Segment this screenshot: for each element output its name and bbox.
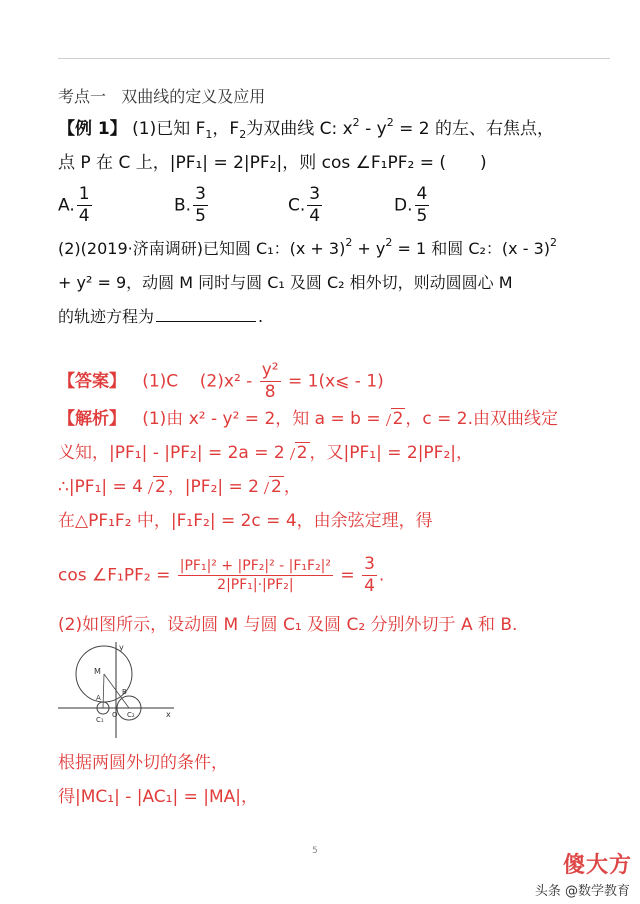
example-text: - y <box>359 119 387 139</box>
sqrt-2 <box>143 476 168 498</box>
analysis-text: (1)由 x² - y² = 2，知 a = b = <box>142 409 381 429</box>
sqrt-2 <box>285 442 310 464</box>
answer-tag: 【答案】 <box>58 371 126 392</box>
section-prefix: 考点一 <box>58 87 107 106</box>
analysis-text: ∴|PF₁| = 4 <box>58 477 143 497</box>
option-c[interactable] <box>288 186 324 225</box>
analysis-text: ，又|PF₁| = 2|PF₂|， <box>309 443 473 463</box>
radicand: 2 <box>392 409 404 429</box>
part2-line-2: + y² = 9，动圆 M 同时与圆 C₁ 及圆 C₂ 相外切，则动圆圆心 M <box>58 273 513 292</box>
part2-text: . <box>258 307 264 326</box>
answer-blank[interactable] <box>156 321 256 322</box>
label-a: A <box>96 694 101 702</box>
analysis-text: . <box>378 565 385 586</box>
option-label: B. <box>174 195 192 216</box>
label-y: y <box>119 643 124 652</box>
example-line-2: 点 P 在 C 上，|PF₁| = 2|PF₂|，则 cos ∠F₁PF₂ = ( ) <box>58 153 487 173</box>
option-label: D. <box>394 195 413 216</box>
part2-text: (2)(2019·济南调研)已知圆 C₁：(x + 3) <box>58 239 346 258</box>
analysis-line-1 <box>58 408 558 430</box>
example-text: (1)已知 F <box>132 119 206 139</box>
analysis-text: 义知，|PF₁| - |PF₂| = 2a = 2 <box>58 443 285 463</box>
part2-text: + y <box>352 239 386 258</box>
sqrt-2 <box>259 476 284 498</box>
example-text: 为双曲线 C: x <box>246 119 353 139</box>
label-c2: C₂ <box>127 711 135 719</box>
analysis-text: ，c = 2.由双曲线定 <box>405 409 559 429</box>
analysis-tag: 【解析】 <box>58 409 126 429</box>
label-b: B <box>122 688 127 696</box>
radicand: 2 <box>270 477 282 497</box>
part2-text: 的轨迹方程为 <box>58 307 155 326</box>
option-den: 5 <box>195 206 206 226</box>
option-b[interactable] <box>174 186 210 225</box>
example-line-1: 【例 1】 (1)已知 $F_1$，$F_2$为双曲线 C: $x^2 - y^2 = 2$ 的左、右焦点， <box>58 116 554 141</box>
option-a[interactable] <box>58 186 94 225</box>
answer-2-post: = 1(x⩽ - 1) <box>288 371 384 392</box>
answer-2-pre: (2)x² - <box>199 371 253 392</box>
analysis-line-2 <box>58 442 473 464</box>
example-text: = 2 的左、右焦点， <box>393 119 554 139</box>
watermark-source: 头条 @数学教育 <box>534 884 630 899</box>
circles-figure <box>56 640 176 740</box>
analysis-text: = <box>340 565 355 586</box>
label-x: x <box>166 710 171 719</box>
analysis-text: ，|PF₂| = 2 <box>167 477 259 497</box>
label-o: O <box>112 711 118 719</box>
example-text: ，F <box>212 119 240 139</box>
option-den: 4 <box>309 206 321 226</box>
analysis-text: ， <box>283 477 301 497</box>
watermark-brand: 傻大方 <box>562 853 632 878</box>
option-num: 1 <box>78 184 90 204</box>
page-number: 5 <box>312 846 318 856</box>
analysis-line-7: 根据两圆外切的条件， <box>58 753 228 773</box>
part2-text: = 1 和圆 C₂：(x - 3) <box>392 239 550 258</box>
option-num: 3 <box>309 184 321 204</box>
option-d[interactable] <box>394 186 431 225</box>
analysis-line-3 <box>58 476 301 498</box>
label-c1: C₁ <box>96 716 104 724</box>
answer-2-den: 8 <box>264 382 276 402</box>
result-num: 3 <box>364 554 375 574</box>
analysis-line-5 <box>58 556 384 604</box>
options-row <box>58 186 578 226</box>
analysis-text: cos ∠F₁PF₂ = <box>58 565 171 586</box>
result-den: 4 <box>364 576 375 596</box>
option-den: 5 <box>416 206 428 226</box>
top-rule <box>58 58 610 59</box>
section-title: 双曲线的定义及应用 <box>121 87 266 106</box>
option-num: 4 <box>416 184 428 204</box>
part2-line-3 <box>58 306 263 328</box>
sqrt-2 <box>381 408 406 430</box>
answer-1: (1)C <box>142 371 179 392</box>
section-heading <box>58 86 265 108</box>
answer-2-num: y² <box>261 360 279 380</box>
label-m: M <box>94 667 101 676</box>
radicand: 2 <box>154 477 166 497</box>
answer-line <box>58 362 384 401</box>
analysis-line-6: (2)如图所示，设动圆 M 与圆 C₁ 及圆 C₂ 分别外切于 A 和 B. <box>58 615 518 635</box>
option-label: A. <box>58 195 75 216</box>
option-num: 3 <box>195 184 206 204</box>
segment-mc1 <box>103 674 104 708</box>
part2-line-1: (2)(2019·济南调研)已知圆 C₁：$(x + 3)^2 + y^2 = 1$ 和圆 C₂：(x - 3)$^2$ <box>58 236 557 258</box>
example-tag: 【例 1】 <box>58 119 127 139</box>
radicand: 2 <box>296 443 308 463</box>
analysis-line-4: 在△PF₁F₂ 中，|F₁F₂| = 2c = 4，由余弦定理，得 <box>58 511 433 531</box>
option-label: C. <box>288 195 306 216</box>
analysis-line-8: 得|MC₁| - |AC₁| = |MA|， <box>58 787 259 807</box>
cos-denominator: 2|PF₁|·|PF₂| <box>217 577 294 593</box>
cos-numerator: |PF₁|² + |PF₂|² - |F₁F₂|² <box>179 558 332 574</box>
option-den: 4 <box>78 206 90 226</box>
